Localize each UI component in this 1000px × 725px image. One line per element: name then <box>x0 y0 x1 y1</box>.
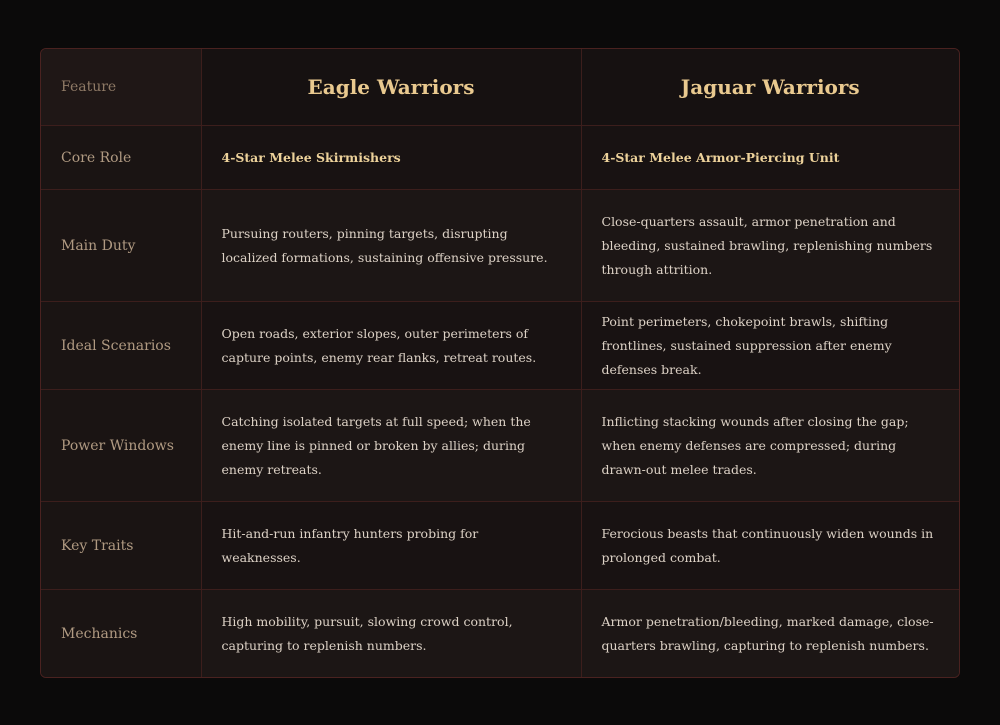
table-row <box>41 302 959 390</box>
eagle-cell: Pursuing routers, pinning targets, disrupting localized formations, sustaining offensive pressure. <box>201 190 581 302</box>
header-eagle-warriors: Eagle Warriors <box>201 49 581 126</box>
table-row <box>41 390 959 502</box>
eagle-cell: Open roads, exterior slopes, outer perimeters of capture points, enemy rear flanks, retreat routes. <box>201 302 581 390</box>
jaguar-cell: Close-quarters assault, armor penetration and bleeding, sustained brawling, replenishing numbers through attrition. <box>581 190 959 302</box>
jaguar-cell: 4-Star Melee Armor-Piercing Unit <box>581 126 959 190</box>
eagle-cell: Hit-and-run infantry hunters probing for weaknesses. <box>201 502 581 590</box>
table-row <box>41 590 959 677</box>
row-label: Power Windows <box>41 390 201 502</box>
row-label: Main Duty <box>41 190 201 302</box>
comparison-table-container <box>40 48 960 678</box>
table-row <box>41 126 959 190</box>
table-row <box>41 502 959 590</box>
header-jaguar-warriors: Jaguar Warriors <box>581 49 959 126</box>
row-label: Mechanics <box>41 590 201 677</box>
jaguar-cell: Ferocious beasts that continuously widen wounds in prolonged combat. <box>581 502 959 590</box>
jaguar-cell: Armor penetration/bleeding, marked damage, close-quarters brawling, capturing to replenish numbers. <box>581 590 959 677</box>
jaguar-cell: Point perimeters, chokepoint brawls, shifting frontlines, sustained suppression after enemy defenses break. <box>581 302 959 390</box>
jaguar-cell: Inflicting stacking wounds after closing the gap; when enemy defenses are compressed; during drawn-out melee trades. <box>581 390 959 502</box>
row-label: Core Role <box>41 126 201 190</box>
eagle-cell: 4-Star Melee Skirmishers <box>201 126 581 190</box>
row-label: Ideal Scenarios <box>41 302 201 390</box>
eagle-cell: High mobility, pursuit, slowing crowd control, capturing to replenish numbers. <box>201 590 581 677</box>
comparison-table <box>41 49 959 677</box>
header-row <box>41 49 959 126</box>
header-feature: Feature <box>41 49 201 126</box>
table-row <box>41 190 959 302</box>
eagle-cell: Catching isolated targets at full speed; when the enemy line is pinned or broken by allies; during enemy retreats. <box>201 390 581 502</box>
row-label: Key Traits <box>41 502 201 590</box>
